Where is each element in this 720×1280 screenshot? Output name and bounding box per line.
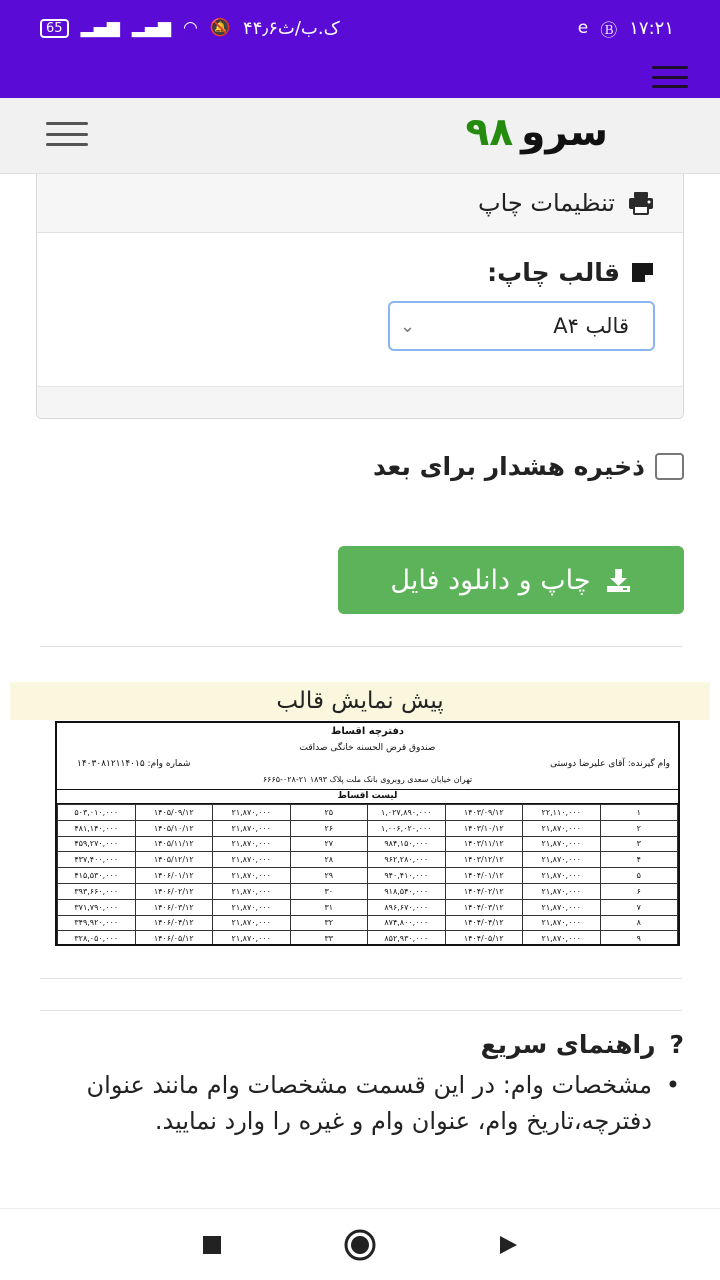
table-cell: ۱۴۰۴/۰۵/۱۲ [445, 931, 523, 946]
table-cell: ۲۷ [290, 836, 368, 852]
table-cell: ۴۵۹,۲۷۰,۰۰۰ [58, 836, 136, 852]
table-cell: ۱۴۰۳/۱۰/۱۲ [445, 820, 523, 836]
table-row [58, 820, 678, 836]
hamburger-menu-icon[interactable] [46, 122, 88, 146]
table-cell: ۸ [600, 915, 678, 931]
notification-icon: Ⓑ [600, 20, 618, 41]
table-cell: ۲۱,۸۷۰,۰۰۰ [523, 883, 601, 899]
mute-icon: 🔕 [209, 18, 232, 38]
table-cell: ۲۱,۸۷۰,۰۰۰ [213, 899, 291, 915]
table-cell: ۳۲۸,۰۵۰,۰۰۰ [58, 931, 136, 946]
table-cell: ۱۴۰۶/۰۱/۱۲ [135, 868, 213, 884]
table-cell: ۲۲,۱۱۰,۰۰۰ [523, 805, 601, 821]
table-cell: ۲۱,۸۷۰,۰۰۰ [213, 805, 291, 821]
table-cell: ۹۶۲,۲۸۰,۰۰۰ [368, 852, 446, 868]
table-cell: ۲۱,۸۷۰,۰۰۰ [523, 931, 601, 946]
document-subtitle: صندوق قرض الحسنه خانگی صداقت [299, 743, 436, 753]
save-warning-checkbox[interactable] [655, 453, 684, 480]
template-select-value: قالب A۴ [553, 314, 629, 338]
table-cell: ۹۸۴,۱۵۰,۰۰۰ [368, 836, 446, 852]
table-cell: ۹۴۰,۴۱۰,۰۰۰ [368, 868, 446, 884]
table-cell: ۲۶ [290, 820, 368, 836]
template-preview-document [55, 721, 680, 946]
table-cell: ۱۴۰۳/۱۱/۱۲ [445, 836, 523, 852]
print-download-label: چاپ و دانلود فایل [390, 564, 591, 596]
download-icon [605, 568, 632, 593]
table-cell: ۲۱,۸۷۰,۰۰۰ [523, 852, 601, 868]
printer-icon [627, 191, 655, 215]
table-cell: ۱۴۰۵/۱۱/۱۲ [135, 836, 213, 852]
quick-guide [40, 1030, 686, 1139]
table-cell: ۱۴۰۴/۰۴/۱۲ [445, 915, 523, 931]
signal-icon: ▂▄▆ [80, 18, 120, 38]
table-cell: ۲۱,۸۷۰,۰۰۰ [213, 852, 291, 868]
table-cell: ۴۸۱,۱۴۰,۰۰۰ [58, 820, 136, 836]
table-cell: ۱۴۰۶/۰۲/۱۲ [135, 883, 213, 899]
template-preview-label: پیش نمایش قالب [276, 688, 444, 714]
table-cell: ۴۱۵,۵۳۰,۰۰۰ [58, 868, 136, 884]
table-cell: ۲۱,۸۷۰,۰۰۰ [213, 868, 291, 884]
table-cell: ۲۸ [290, 852, 368, 868]
table-cell: ۲۱,۸۷۰,۰۰۰ [213, 931, 291, 946]
top-purple-bar [0, 56, 720, 98]
table-cell: ۱۴۰۵/۱۰/۱۲ [135, 820, 213, 836]
table-cell: ۷ [600, 899, 678, 915]
table-cell: ۴ [600, 852, 678, 868]
app-header [0, 98, 720, 174]
table-cell: ۵۰۳,۰۱۰,۰۰۰ [58, 805, 136, 821]
table-cell: ۱۴۰۴/۰۳/۱۲ [445, 899, 523, 915]
table-row [58, 899, 678, 915]
borrower-name: وام گیرنده: آقای علیرضا دوستی [550, 759, 670, 769]
print-settings-card [36, 174, 684, 419]
table-cell: ۲۱,۸۷۰,۰۰۰ [523, 915, 601, 931]
status-bar [0, 0, 720, 56]
table-cell: ۳۳ [290, 931, 368, 946]
table-cell: ۹۱۸,۵۴۰,۰۰۰ [368, 883, 446, 899]
quick-guide-heading [40, 1030, 686, 1059]
table-cell: ۹ [600, 931, 678, 946]
table-cell: ۳۰ [290, 883, 368, 899]
app-logo [466, 110, 608, 155]
table-cell: ۲۱,۸۷۰,۰۰۰ [213, 820, 291, 836]
table-cell: ۱۴۰۵/۰۹/۱۲ [135, 805, 213, 821]
installments-table [57, 804, 678, 946]
loan-number: شماره وام: ۱۴۰۳۰۸۱۲۱۱۴۰۱۵ [77, 759, 191, 769]
battery-icon: 65 [40, 19, 69, 38]
template-label-row [487, 258, 655, 287]
table-cell: ۱۴۰۵/۱۲/۱۲ [135, 852, 213, 868]
table-row [58, 836, 678, 852]
table-cell: ۲۹ [290, 868, 368, 884]
document-title: دفترچه اقساط [330, 726, 405, 737]
table-row [58, 805, 678, 821]
table-row [58, 852, 678, 868]
table-cell: ۱۴۰۳/۱۲/۱۲ [445, 852, 523, 868]
template-select[interactable] [388, 301, 655, 351]
back-icon[interactable] [490, 1227, 526, 1263]
template-label: قالب چاپ: [487, 258, 620, 287]
print-download-button[interactable] [338, 546, 684, 614]
table-cell: ۲۱,۸۷۰,۰۰۰ [523, 899, 601, 915]
table-row [58, 883, 678, 899]
table-cell: ۶ [600, 883, 678, 899]
android-navigation-bar [0, 1208, 720, 1280]
home-icon[interactable] [342, 1227, 378, 1263]
print-settings-title: تنظیمات چاپ [477, 189, 615, 217]
table-cell: ۱۴۰۶/۰۳/۱۲ [135, 899, 213, 915]
quick-guide-item: • مشخصات وام: در این قسمت مشخصات وام مانند عنوان دفترچه،تاریخ وام، عنوان وام و غیره را وارد نمایید. [40, 1067, 652, 1139]
table-cell: ۳۲ [290, 915, 368, 931]
divider [40, 1010, 682, 1011]
table-cell: ۲۱,۸۷۰,۰۰۰ [523, 868, 601, 884]
table-cell: ۲۱,۸۷۰,۰۰۰ [213, 836, 291, 852]
table-cell: ۱۴۰۴/۰۱/۱۲ [445, 868, 523, 884]
help-icon: ? [669, 1030, 684, 1059]
table-cell: ۳۱ [290, 899, 368, 915]
print-settings-header [37, 174, 683, 233]
table-row [58, 931, 678, 946]
recent-apps-icon[interactable] [194, 1227, 230, 1263]
table-cell: ۲۱,۸۷۰,۰۰۰ [213, 915, 291, 931]
table-cell: ۲۵ [290, 805, 368, 821]
divider [40, 978, 682, 979]
quick-guide-list [40, 1067, 686, 1139]
table-cell: ۴۳۷,۴۰۰,۰۰۰ [58, 852, 136, 868]
table-cell: ۱,۰۲۷,۸۹۰,۰۰۰ [368, 805, 446, 821]
quick-guide-title: راهنمای سریع [480, 1030, 656, 1059]
network-speed: ۴۴٫۶ک.ب/ث [243, 17, 340, 39]
table-cell: ۱۴۰۶/۰۵/۱۲ [135, 931, 213, 946]
table-cell: ۳ [600, 836, 678, 852]
table-cell: ۳۷۱,۷۹۰,۰۰۰ [58, 899, 136, 915]
table-cell: ۳۹۳,۶۶۰,۰۰۰ [58, 883, 136, 899]
table-cell: ۱,۰۰۶,۰۲۰,۰۰۰ [368, 820, 446, 836]
save-warning-row[interactable] [373, 452, 684, 481]
divider [40, 646, 682, 647]
browser-icon: e [577, 18, 589, 38]
status-right-group [578, 16, 674, 41]
clock: ۱۷:۲۱ [629, 17, 674, 39]
table-row [58, 915, 678, 931]
table-cell: ۸۹۶,۶۷۰,۰۰۰ [368, 899, 446, 915]
table-cell: ۱۴۰۶/۰۴/۱۲ [135, 915, 213, 931]
table-cell: ۲۱,۸۷۰,۰۰۰ [523, 836, 601, 852]
document-address: تهران خیابان سعدی روبروی بانک ملت پلاک ۱۸۹۳ ۲۱-۰۲۸-۶۶۶۵ [262, 775, 473, 784]
note-icon [630, 261, 655, 284]
table-cell: ۸۷۴,۸۰۰,۰۰۰ [368, 915, 446, 931]
table-cell: ۲۱,۸۷۰,۰۰۰ [523, 820, 601, 836]
template-preview-label-bar [10, 682, 710, 720]
table-cell: ۱۴۰۳/۰۹/۱۲ [445, 805, 523, 821]
signal-icon: ▂▄▆ [131, 18, 172, 38]
wifi-icon: ◠ [183, 18, 198, 38]
table-cell: ۲ [600, 820, 678, 836]
table-cell: ۱۴۰۴/۰۲/۱۲ [445, 883, 523, 899]
chevron-down-icon: ⌄ [400, 315, 416, 337]
print-settings-footer [37, 386, 683, 418]
table-cell: ۸۵۲,۹۳۰,۰۰۰ [368, 931, 446, 946]
table-cell: ۲۱,۸۷۰,۰۰۰ [213, 883, 291, 899]
logo-number: ۹۸ [465, 110, 514, 155]
table-cell: ۵ [600, 868, 678, 884]
table-cell: ۱ [600, 805, 678, 821]
logo-word: سرو [521, 110, 608, 155]
table-row [58, 868, 678, 884]
save-warning-label[interactable]: ذخیره هشدار برای بعد [372, 452, 645, 481]
status-left-group [40, 18, 340, 39]
hamburger-menu-icon[interactable] [652, 66, 688, 88]
table-cell: ۳۴۹,۹۲۰,۰۰۰ [58, 915, 136, 931]
installments-table-title: لیست اقساط [57, 789, 678, 804]
